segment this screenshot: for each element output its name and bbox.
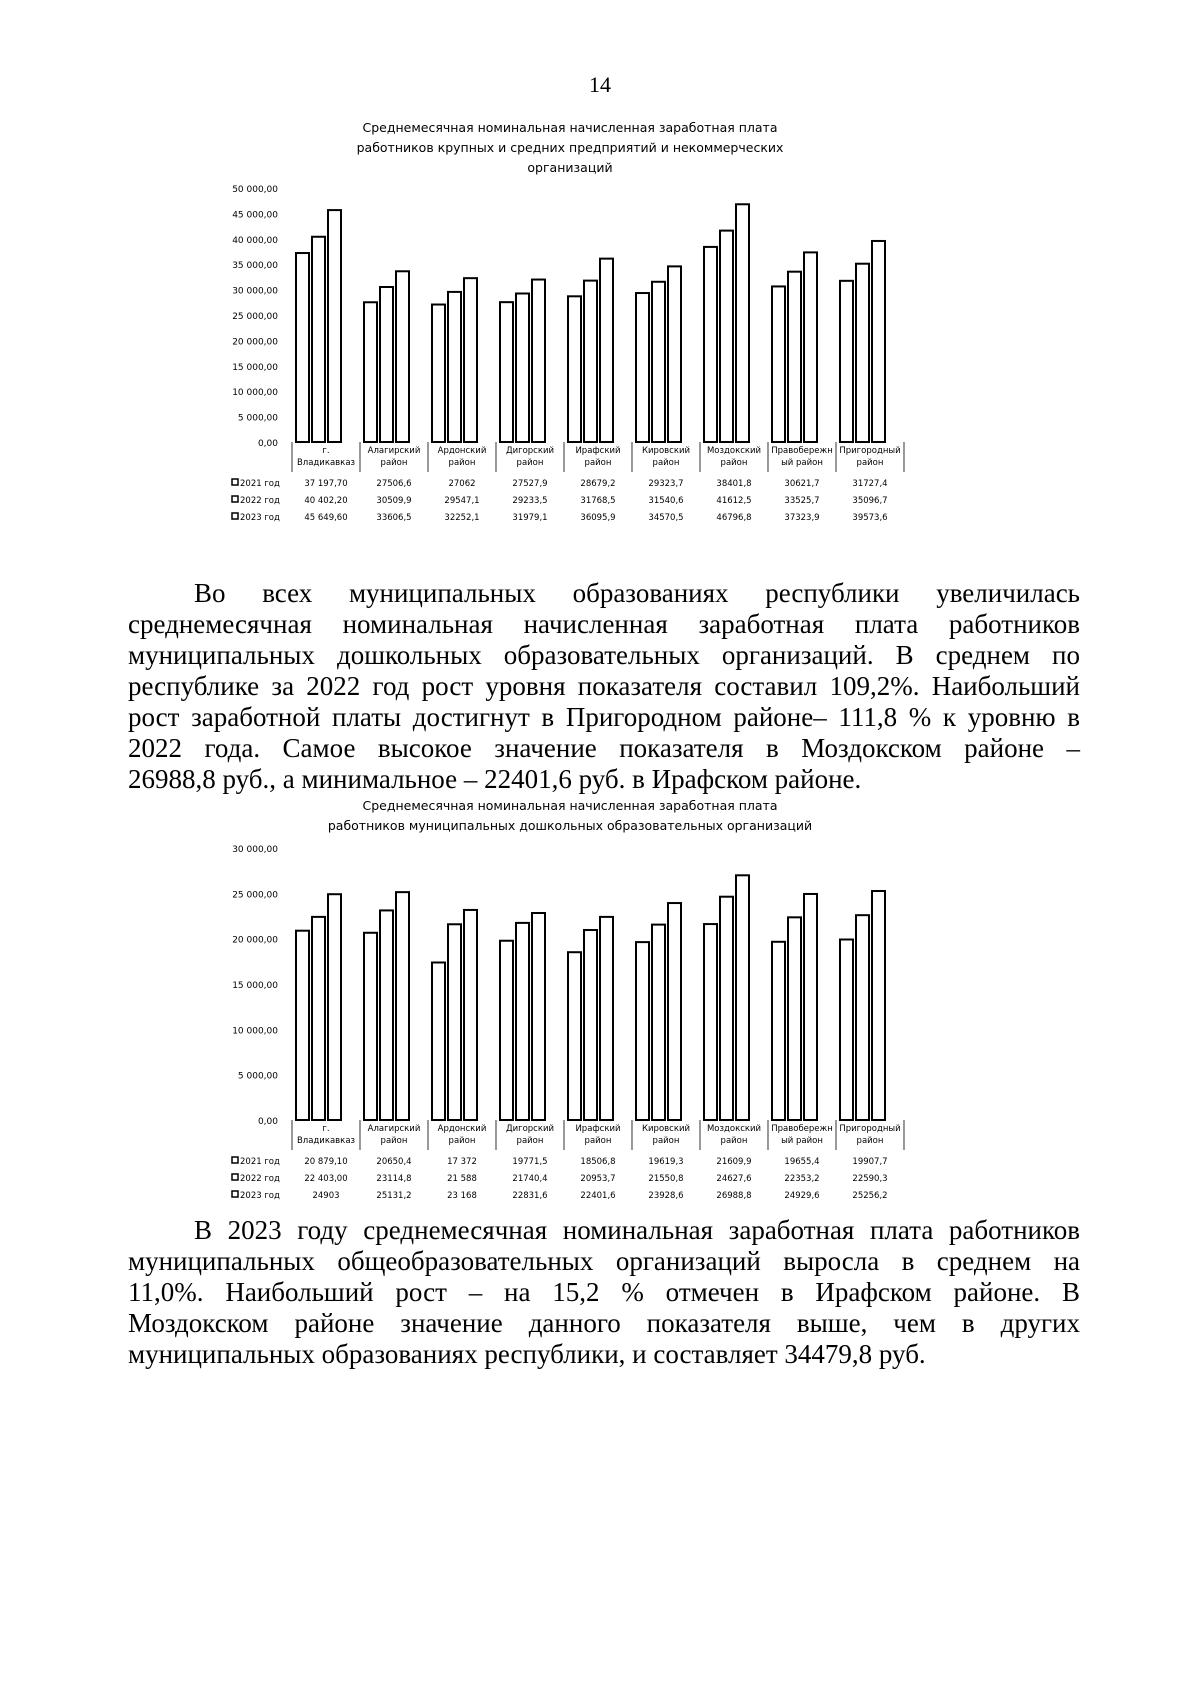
y-tick-label: 0,00 bbox=[257, 439, 278, 449]
bar-2023-год bbox=[600, 259, 613, 442]
paragraph-line: муниципальных образованиях республики, и составляет 34479,8 руб. bbox=[128, 1339, 926, 1369]
chart2-svg bbox=[230, 800, 970, 1210]
bar-2021-год bbox=[772, 942, 785, 1120]
bar-2022-год bbox=[720, 231, 733, 442]
paragraph-general-education-salary bbox=[128, 1215, 1080, 1370]
y-tick-label: 20 000,00 bbox=[232, 337, 278, 348]
bar-2023-год bbox=[464, 278, 477, 442]
legend-series-name: 2021 год bbox=[240, 1157, 280, 1167]
y-tick-label: 20 000,00 bbox=[232, 935, 278, 946]
data-label: 33606,5 bbox=[376, 513, 412, 523]
y-tick-label: 10 000,00 bbox=[232, 388, 278, 399]
chart-title-line: работников крупных и средних предприятий и некоммерческих bbox=[356, 140, 784, 155]
bar-2021-год bbox=[500, 302, 513, 442]
bar-2022-год bbox=[516, 293, 529, 442]
bar-2021-год bbox=[840, 281, 853, 442]
data-label: 24929,6 bbox=[784, 1191, 820, 1201]
bar-2022-год bbox=[856, 264, 869, 442]
data-label: 45 649,60 bbox=[304, 513, 348, 523]
paragraph-line: 2022 года. Самое высокое значение показателя в Моздокском районе – bbox=[128, 733, 1080, 763]
bar-2023-год bbox=[396, 271, 409, 442]
y-tick-label: 50 000,00 bbox=[232, 185, 278, 195]
category-label: Ирафский bbox=[575, 446, 621, 456]
category-label: район bbox=[448, 1136, 476, 1146]
y-tick-label: 40 000,00 bbox=[232, 235, 278, 246]
data-label: 24627,6 bbox=[716, 1174, 752, 1184]
bar-2023-год bbox=[736, 204, 749, 442]
data-label: 29233,5 bbox=[512, 496, 548, 506]
category-label: Ирафский bbox=[575, 1124, 621, 1134]
paragraph-line: 11,0%. Наибольший рост – на 15,2 % отмечен в Ирафском районе. В bbox=[128, 1277, 1080, 1307]
bar-2021-год bbox=[636, 293, 649, 442]
bar-2022-год bbox=[312, 917, 325, 1120]
bar-2023-год bbox=[464, 910, 477, 1120]
category-label: район bbox=[380, 1136, 408, 1146]
paragraph-line: 26988,8 руб., а минимальное – 22401,6 руб. в Ирафском районе. bbox=[128, 764, 862, 794]
data-label: 37 197,70 bbox=[304, 479, 348, 489]
category-label: Ардонский bbox=[437, 1124, 487, 1134]
data-label: 18506,8 bbox=[580, 1157, 616, 1167]
data-label: 38401,8 bbox=[716, 479, 752, 489]
data-label: 23114,8 bbox=[376, 1174, 412, 1184]
data-label: 32252,1 bbox=[444, 513, 480, 523]
data-label: 30509,9 bbox=[376, 496, 412, 506]
data-label: 37323,9 bbox=[784, 513, 820, 523]
bar-2023-год bbox=[872, 891, 885, 1120]
data-label: 20650,4 bbox=[376, 1157, 412, 1167]
category-label: район bbox=[720, 1136, 748, 1146]
bar-2022-год bbox=[448, 924, 461, 1120]
data-label: 27506,6 bbox=[376, 479, 412, 489]
data-label: 25256,2 bbox=[852, 1191, 888, 1201]
bar-2021-год bbox=[772, 286, 785, 442]
data-label: 40 402,20 bbox=[304, 496, 348, 506]
category-label: Владикавказ bbox=[296, 458, 356, 468]
chart-title-line: Среднемесячная номинальная начисленная заработная плата bbox=[362, 800, 778, 813]
category-label: г. bbox=[322, 1124, 330, 1134]
paragraph-line: муниципальных общеобразовательных организаций выросла в среднем на bbox=[128, 1246, 1080, 1276]
chart-title-line: организаций bbox=[527, 160, 613, 175]
category-label: Моздокский bbox=[706, 446, 762, 456]
y-tick-label: 45 000,00 bbox=[232, 210, 278, 221]
y-tick-label: 0,00 bbox=[257, 1117, 278, 1127]
data-label: 24903 bbox=[312, 1191, 340, 1201]
category-label: ый район bbox=[781, 1136, 823, 1146]
category-label: район bbox=[380, 458, 408, 468]
legend-series-name: 2022 год bbox=[240, 496, 280, 506]
data-label: 22590,3 bbox=[852, 1174, 888, 1184]
bar-2022-год bbox=[652, 282, 665, 442]
bar-2022-год bbox=[380, 287, 393, 442]
bar-2022-год bbox=[720, 897, 733, 1120]
bar-2023-год bbox=[804, 252, 817, 442]
data-label: 27527,9 bbox=[512, 479, 548, 489]
data-label: 33525,7 bbox=[784, 496, 820, 506]
y-tick-label: 30 000,00 bbox=[232, 845, 278, 855]
data-label: 30621,7 bbox=[784, 479, 820, 489]
data-label: 22831,6 bbox=[512, 1191, 548, 1201]
paragraph-line: Во всех муниципальных образованиях республики увеличилась bbox=[194, 578, 1080, 608]
category-label: Пригородный bbox=[839, 446, 901, 456]
category-label: Ардонский bbox=[437, 446, 487, 456]
bar-2022-год bbox=[788, 917, 801, 1120]
y-tick-label: 10 000,00 bbox=[232, 1026, 278, 1037]
category-label: район bbox=[516, 1136, 544, 1146]
y-tick-label: 25 000,00 bbox=[232, 312, 278, 322]
bar-2023-год bbox=[804, 894, 817, 1120]
chart-title-line: Среднемесячная номинальная начисленная заработная плата bbox=[362, 122, 778, 135]
data-label: 17 372 bbox=[447, 1157, 477, 1167]
category-label: район bbox=[584, 1136, 612, 1146]
y-tick-label: 15 000,00 bbox=[232, 981, 278, 991]
bar-2022-год bbox=[584, 281, 597, 442]
legend-series-name: 2023 год bbox=[240, 513, 280, 523]
category-label: район bbox=[516, 458, 544, 468]
data-label: 35096,7 bbox=[852, 496, 888, 506]
bar-2021-год bbox=[704, 924, 717, 1120]
data-label: 31768,5 bbox=[580, 496, 616, 506]
category-label: Кировский bbox=[641, 446, 691, 456]
data-label: 46796,8 bbox=[716, 513, 752, 523]
category-label: Алагирский bbox=[367, 446, 421, 456]
data-label: 19619,3 bbox=[648, 1157, 684, 1167]
bar-2022-год bbox=[652, 925, 665, 1120]
category-label: район bbox=[584, 458, 612, 468]
category-label: район bbox=[720, 458, 748, 468]
bar-2021-год bbox=[500, 941, 513, 1120]
data-label: 19771,5 bbox=[512, 1157, 548, 1167]
data-label: 34570,5 bbox=[648, 513, 684, 523]
legend-key bbox=[232, 1174, 238, 1180]
bar-2021-год bbox=[432, 962, 445, 1120]
data-label: 29323,7 bbox=[648, 479, 684, 489]
bar-2021-год bbox=[840, 940, 853, 1120]
category-label: г. bbox=[322, 446, 330, 456]
paragraph-line: Моздокском районе значение данного показателя выше, чем в других bbox=[128, 1308, 1080, 1338]
bar-2022-год bbox=[788, 272, 801, 442]
category-label: Алагирский bbox=[367, 1124, 421, 1134]
data-label: 22 403,00 bbox=[304, 1174, 348, 1184]
bar-2021-год bbox=[364, 302, 377, 442]
bar-2023-год bbox=[600, 917, 613, 1120]
bar-2022-год bbox=[856, 915, 869, 1120]
legend-key bbox=[232, 479, 238, 485]
bar-2021-год bbox=[568, 952, 581, 1120]
bar-2023-год bbox=[532, 280, 545, 442]
bar-2021-год bbox=[704, 247, 717, 442]
bar-2023-год bbox=[668, 903, 681, 1120]
data-label: 41612,5 bbox=[716, 496, 752, 506]
data-label: 21550,8 bbox=[648, 1174, 684, 1184]
paragraph-line: республике за 2022 год рост уровня показателя составил 109,2%. Наибольший bbox=[128, 671, 1080, 701]
bar-2023-год bbox=[396, 892, 409, 1120]
data-label: 39573,6 bbox=[852, 513, 888, 523]
data-label: 21 588 bbox=[447, 1174, 477, 1184]
data-label: 36095,9 bbox=[580, 513, 616, 523]
data-label: 19907,7 bbox=[852, 1157, 888, 1167]
category-label: Правобережн bbox=[771, 1124, 833, 1134]
bar-2021-год bbox=[296, 931, 309, 1120]
data-label: 21609,9 bbox=[716, 1157, 752, 1167]
bar-2023-год bbox=[736, 875, 749, 1120]
legend-key bbox=[232, 1157, 238, 1163]
y-tick-label: 25 000,00 bbox=[232, 890, 278, 901]
legend-series-name: 2022 год bbox=[240, 1174, 280, 1184]
data-label: 22353,2 bbox=[784, 1174, 820, 1184]
y-tick-label: 35 000,00 bbox=[232, 261, 278, 272]
legend-series-name: 2021 год bbox=[240, 479, 280, 489]
data-label: 27062 bbox=[448, 479, 476, 489]
category-label: Дигорский bbox=[505, 446, 555, 456]
legend-key bbox=[232, 1191, 238, 1197]
category-label: Пригородный bbox=[839, 1124, 901, 1134]
bar-2021-год bbox=[568, 296, 581, 442]
paragraph-line: В 2023 году среднемесячная номинальная заработная плата работников bbox=[194, 1215, 1080, 1245]
bar-2022-год bbox=[380, 910, 393, 1120]
data-label: 25131,2 bbox=[376, 1191, 412, 1201]
data-label: 31979,1 bbox=[512, 513, 548, 523]
chart-title-line: работников муниципальных дошкольных образовательных организаций bbox=[327, 818, 813, 833]
paragraph-preschool-salary bbox=[128, 578, 1080, 795]
chart-large-medium-enterprises-salary bbox=[230, 122, 970, 532]
data-label: 21740,4 bbox=[512, 1174, 548, 1184]
category-label: район bbox=[448, 458, 476, 468]
data-label: 20 879,10 bbox=[304, 1157, 348, 1167]
chart1-svg bbox=[230, 122, 970, 532]
data-label: 28679,2 bbox=[580, 479, 616, 489]
data-label: 22401,6 bbox=[580, 1191, 616, 1201]
y-tick-label: 5 000,00 bbox=[237, 1071, 278, 1082]
paragraph-line: рост заработной платы достигнут в Пригородном районе– 111,8 % к уровню в bbox=[128, 702, 1080, 732]
bar-2022-год bbox=[516, 923, 529, 1120]
y-tick-label: 15 000,00 bbox=[232, 362, 278, 373]
paragraph-line: среднемесячная номинальная начисленная заработная плата работников bbox=[128, 609, 1080, 639]
paragraph-line: муниципальных дошкольных образовательных организаций. В среднем по bbox=[128, 640, 1080, 670]
legend-series-name: 2023 год bbox=[240, 1191, 280, 1201]
bar-2022-год bbox=[312, 237, 325, 442]
chart-preschool-salary bbox=[230, 800, 970, 1210]
category-label: район bbox=[652, 458, 680, 468]
data-label: 23 168 bbox=[447, 1191, 477, 1201]
y-tick-label: 30 000,00 bbox=[232, 286, 278, 297]
data-label: 29547,1 bbox=[444, 496, 480, 506]
category-label: ый район bbox=[781, 458, 823, 468]
bar-2023-год bbox=[872, 241, 885, 442]
data-label: 19655,4 bbox=[784, 1157, 820, 1167]
data-label: 20953,7 bbox=[580, 1174, 616, 1184]
data-label: 26988,8 bbox=[716, 1191, 752, 1201]
data-label: 31727,4 bbox=[852, 479, 888, 489]
category-label: Кировский bbox=[641, 1124, 691, 1134]
bar-2022-год bbox=[448, 292, 461, 442]
category-label: Владикавказ bbox=[296, 1136, 356, 1146]
bar-2022-год bbox=[584, 930, 597, 1120]
bar-2021-год bbox=[636, 942, 649, 1120]
category-label: район bbox=[856, 1136, 884, 1146]
bar-2023-год bbox=[532, 913, 545, 1120]
data-label: 23928,6 bbox=[648, 1191, 684, 1201]
bar-2021-год bbox=[296, 253, 309, 442]
bar-2023-год bbox=[328, 210, 341, 442]
legend-key bbox=[232, 496, 238, 502]
category-label: район bbox=[856, 458, 884, 468]
category-label: район bbox=[652, 1136, 680, 1146]
page-number: 14 bbox=[589, 72, 611, 97]
category-label: Дигорский bbox=[505, 1124, 555, 1134]
y-tick-label: 5 000,00 bbox=[237, 413, 278, 424]
category-label: Моздокский bbox=[706, 1124, 762, 1134]
bar-2023-год bbox=[328, 894, 341, 1120]
bar-2021-год bbox=[364, 933, 377, 1120]
data-label: 31540,6 bbox=[648, 496, 684, 506]
bar-2023-год bbox=[668, 266, 681, 442]
bar-2021-год bbox=[432, 305, 445, 442]
category-label: Правобережн bbox=[771, 446, 833, 456]
legend-key bbox=[232, 513, 238, 519]
